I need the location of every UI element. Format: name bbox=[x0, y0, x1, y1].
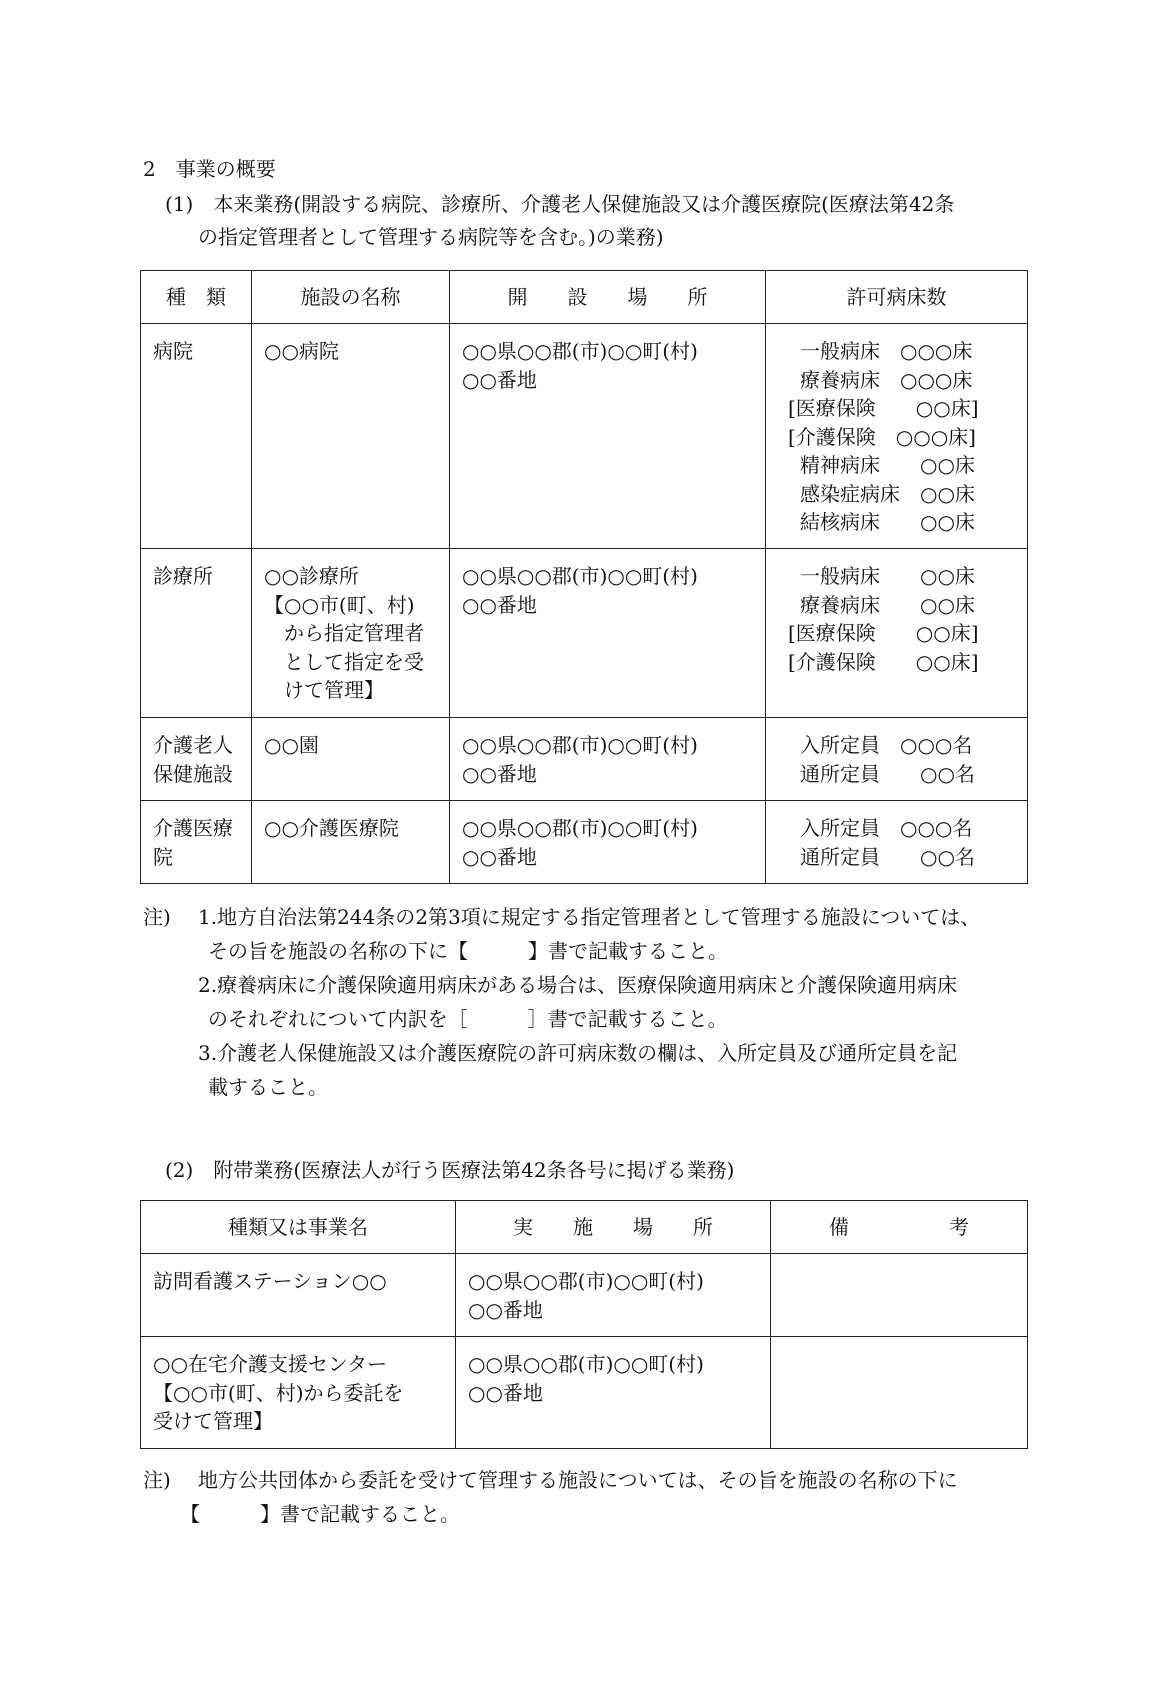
cell-beds: 一般病床 ○○○床 療養病床 ○○○床 [医療保険 ○○床] [介護保険 ○○○床] 精神病床 ○○床 感染症病床 ○○床 結核病床 ○○床 bbox=[766, 324, 1028, 549]
table-row bbox=[141, 718, 1028, 801]
cell-business: 訪問看護ステーション○○ bbox=[141, 1254, 456, 1337]
sub1-line1: (1) 本来業務(開設する病院、診療所、介護老人保健施設又は介護医療院(医療法第42条 bbox=[165, 192, 955, 216]
notes2-prefix: 注) bbox=[143, 1468, 171, 1492]
table-row bbox=[141, 1337, 1028, 1449]
note3-line2: 載すること。 bbox=[208, 1075, 328, 1099]
ancillary-table-header bbox=[141, 1201, 1028, 1254]
cell-beds: 入所定員 ○○○名 通所定員 ○○名 bbox=[766, 801, 1028, 884]
note1-line1: 1.地方自治法第244条の2第3項に規定する指定管理者として管理する施設については、 bbox=[198, 905, 981, 929]
sub2-title: (2) 附帯業務(医療法人が行う医療法第42条各号に掲げる業務) bbox=[165, 1158, 735, 1182]
header-type: 種 類 bbox=[141, 271, 252, 324]
cell-place: ○○県○○郡(市)○○町(村) ○○番地 bbox=[450, 549, 766, 718]
table-row bbox=[141, 549, 1028, 718]
facility-table bbox=[140, 270, 1028, 884]
section-heading: 2 事業の概要 bbox=[143, 157, 276, 181]
note2-line1: 2.療養病床に介護保険適用病床がある場合は、医療保険適用病床と介護保険適用病床 bbox=[198, 973, 958, 997]
table-row bbox=[141, 324, 1028, 549]
cell-location: ○○県○○郡(市)○○町(村) ○○番地 bbox=[456, 1254, 771, 1337]
header-remarks: 備 考 bbox=[771, 1201, 1028, 1254]
cell-place: ○○県○○郡(市)○○町(村) ○○番地 bbox=[450, 801, 766, 884]
cell-business: ○○在宅介護支援センター 【○○市(町、村)から委託を 受けて管理】 bbox=[141, 1337, 456, 1449]
table-row bbox=[141, 1254, 1028, 1337]
header-beds: 許可病床数 bbox=[766, 271, 1028, 324]
cell-type: 介護医療 院 bbox=[141, 801, 252, 884]
cell-name: ○○診療所 【○○市(町、村) から指定管理者 として指定を受 けて管理】 bbox=[252, 549, 450, 718]
table-row bbox=[141, 801, 1028, 884]
cell-type: 介護老人 保健施設 bbox=[141, 718, 252, 801]
cell-remarks bbox=[771, 1254, 1028, 1337]
cell-remarks bbox=[771, 1337, 1028, 1449]
cell-type: 病院 bbox=[141, 324, 252, 549]
notes2-line2: 【 】書で記載すること。 bbox=[180, 1502, 460, 1526]
cell-location: ○○県○○郡(市)○○町(村) ○○番地 bbox=[456, 1337, 771, 1449]
note3-line1: 3.介護老人保健施設又は介護医療院の許可病床数の欄は、入所定員及び通所定員を記 bbox=[198, 1041, 958, 1065]
notes1-prefix: 注) bbox=[143, 905, 171, 929]
note2-line2: のそれぞれについて内訳を［ ］書で記載すること。 bbox=[208, 1007, 728, 1031]
cell-place: ○○県○○郡(市)○○町(村) ○○番地 bbox=[450, 324, 766, 549]
cell-beds: 入所定員 ○○○名 通所定員 ○○名 bbox=[766, 718, 1028, 801]
cell-beds: 一般病床 ○○床 療養病床 ○○床 [医療保険 ○○床] [介護保険 ○○床] bbox=[766, 549, 1028, 718]
cell-place: ○○県○○郡(市)○○町(村) ○○番地 bbox=[450, 718, 766, 801]
cell-name: ○○園 bbox=[252, 718, 450, 801]
sub1-line2: の指定管理者として管理する病院等を含む。)の業務) bbox=[198, 225, 664, 249]
header-name: 施設の名称 bbox=[252, 271, 450, 324]
facility-table-header bbox=[141, 271, 1028, 324]
note1-line2: その旨を施設の名称の下に【 】書で記載すること。 bbox=[208, 939, 728, 963]
cell-type: 診療所 bbox=[141, 549, 252, 718]
header-business: 種類又は事業名 bbox=[141, 1201, 456, 1254]
cell-name: ○○病院 bbox=[252, 324, 450, 549]
cell-name: ○○介護医療院 bbox=[252, 801, 450, 884]
header-place: 開 設 場 所 bbox=[450, 271, 766, 324]
ancillary-table bbox=[140, 1200, 1028, 1449]
notes2-line1: 地方公共団体から委託を受けて管理する施設については、その旨を施設の名称の下に bbox=[198, 1468, 958, 1492]
header-location: 実 施 場 所 bbox=[456, 1201, 771, 1254]
